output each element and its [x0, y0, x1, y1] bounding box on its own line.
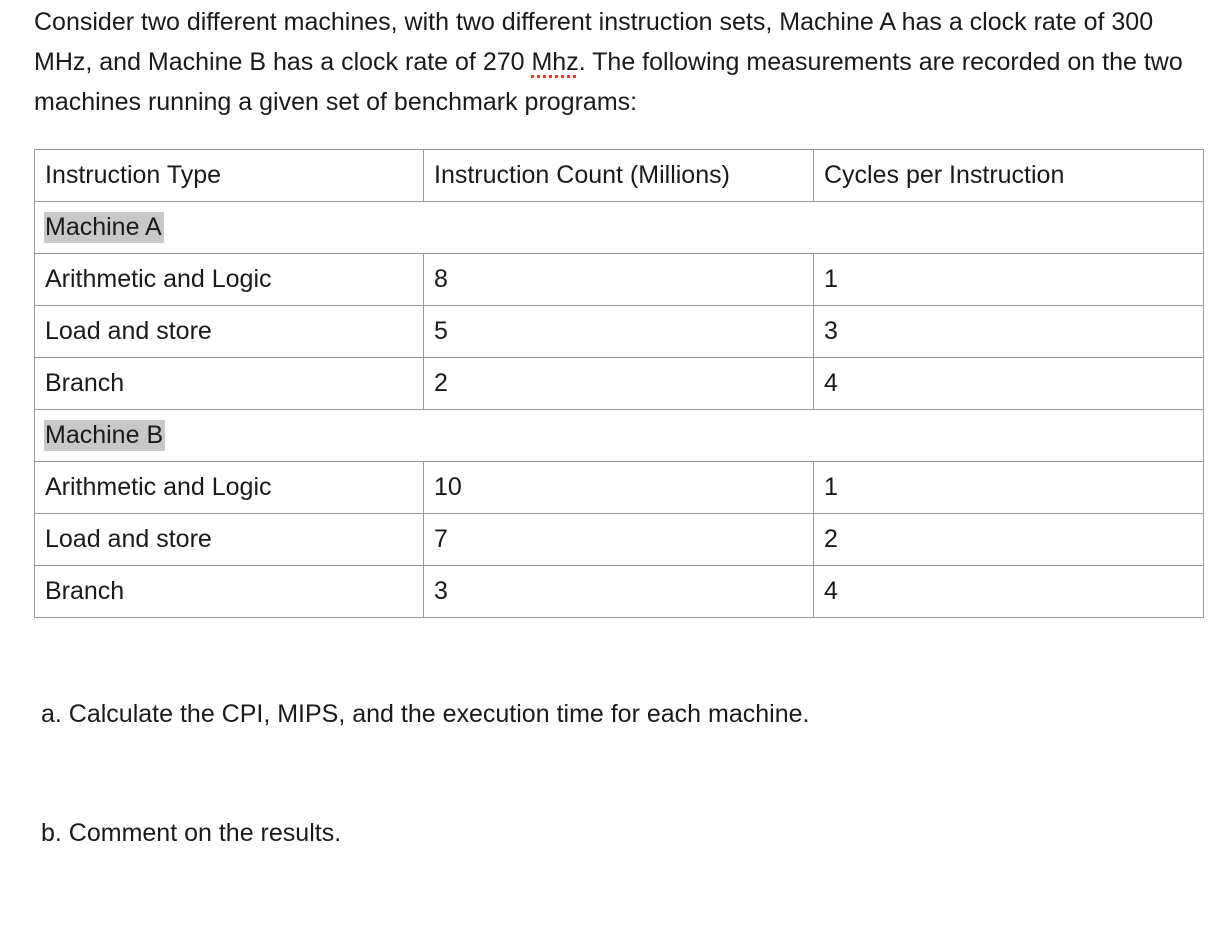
table-row — [35, 462, 1204, 514]
instruction-type-cell: Branch — [35, 358, 424, 410]
instruction-count-cell: 7 — [424, 514, 814, 566]
instruction-type-cell: Load and store — [35, 514, 424, 566]
machine-b-label-cell — [35, 410, 1204, 462]
question-a: a. Calculate the CPI, MIPS, and the execution time for each machine. — [41, 700, 810, 728]
intro-paragraph — [34, 2, 1214, 122]
cpi-cell: 3 — [814, 306, 1204, 358]
benchmark-table — [34, 149, 1204, 618]
table-row — [35, 566, 1204, 618]
instruction-type-cell: Load and store — [35, 306, 424, 358]
instruction-type-cell: Branch — [35, 566, 424, 618]
machine-b-label: Machine B — [45, 421, 164, 449]
cpi-cell: 1 — [814, 254, 1204, 306]
header-instruction-count: Instruction Count (Millions) — [424, 150, 814, 202]
table-row — [35, 358, 1204, 410]
instruction-type-cell: Arithmetic and Logic — [35, 254, 424, 306]
machine-b-section-row — [35, 410, 1204, 462]
instruction-count-cell: 2 — [424, 358, 814, 410]
instruction-type-cell: Arithmetic and Logic — [35, 462, 424, 514]
cpi-cell: 4 — [814, 358, 1204, 410]
table-header-row — [35, 150, 1204, 202]
instruction-count-cell: 10 — [424, 462, 814, 514]
header-cycles-per-instruction: Cycles per Instruction — [814, 150, 1204, 202]
table-row — [35, 514, 1204, 566]
question-b: b. Comment on the results. — [41, 819, 342, 847]
instruction-count-cell: 5 — [424, 306, 814, 358]
table-row — [35, 254, 1204, 306]
cpi-cell: 1 — [814, 462, 1204, 514]
machine-a-section-row — [35, 202, 1204, 254]
cpi-cell: 2 — [814, 514, 1204, 566]
instruction-count-cell: 8 — [424, 254, 814, 306]
header-instruction-type: Instruction Type — [35, 150, 424, 202]
intro-text-part1: Consider two different machines, with two different instruction sets, Machine A has a clock rate of 300 MHz, and Machine B has a clock rate of 270 — [34, 8, 1154, 76]
intro-text-part2: . The following measurements are recorded on the two machines running a given set of benchmark programs: — [34, 48, 1183, 116]
table-row — [35, 306, 1204, 358]
machine-a-label: Machine A — [45, 213, 162, 241]
cpi-cell: 4 — [814, 566, 1204, 618]
instruction-count-cell: 3 — [424, 566, 814, 618]
machine-a-label-cell — [35, 202, 1204, 254]
spellcheck-flagged-word[interactable]: Mhz — [531, 48, 579, 76]
